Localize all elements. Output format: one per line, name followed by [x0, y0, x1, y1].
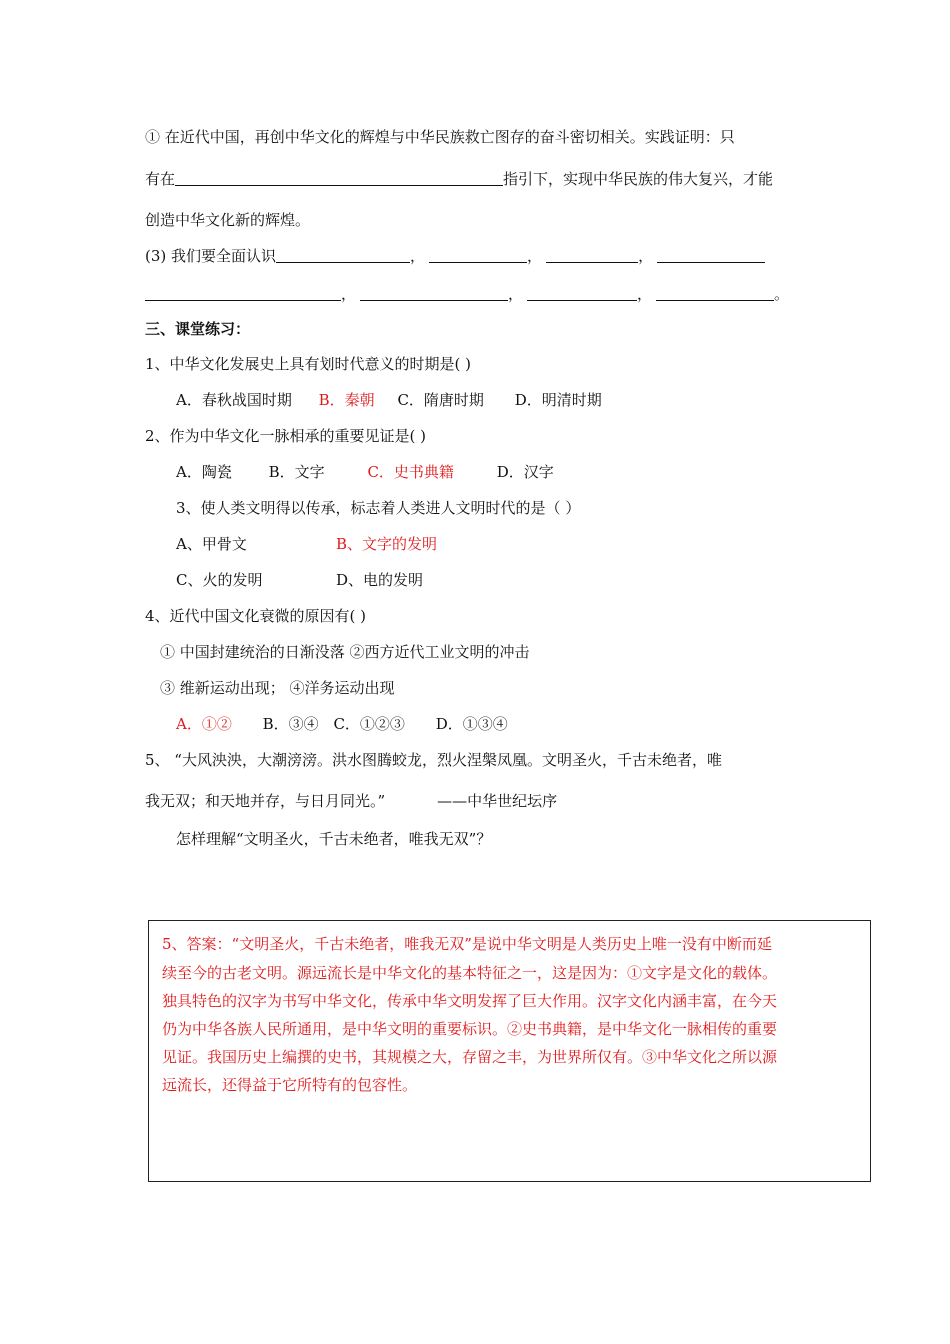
separator: ，	[638, 247, 654, 265]
fill-line-3: 创造中华文化新的辉煌。	[145, 211, 311, 229]
answer-line-6: 远流长，还得益于它所特有的包容性。	[162, 1076, 418, 1094]
q4-option-c[interactable]: C．①②③	[333, 715, 405, 733]
fill-line-2-post: 指引下，实现中华民族的伟大复兴，才能	[503, 170, 774, 188]
q3-stem: 3、使人类文明得以传承，标志着人类进人文明时代的是（ ）	[176, 499, 581, 517]
answer-line-1: 5、答案：“文明圣火，千古未绝者，唯我无双”是说中华文明是人类历史上唯一没有中断而延	[162, 935, 772, 953]
answer-line-4: 仍为中华各族人民所通用，是中华文明的重要标识。②史书典籍，是中华文化一脉相传的重要	[162, 1020, 778, 1038]
q1-option-d[interactable]: D．明清时期	[514, 391, 602, 409]
q4-options	[176, 714, 508, 734]
fill-line-2-pre: 有在	[145, 170, 176, 188]
section-title: 三、课堂练习：	[145, 320, 251, 338]
q4-option-d[interactable]: D．①③④	[435, 715, 508, 733]
blank-field[interactable]	[360, 286, 508, 301]
q5-stem-line-2	[145, 791, 557, 811]
q2-option-c[interactable]: C．史书典籍	[367, 463, 454, 481]
q3-options-row1	[176, 534, 437, 554]
q1-stem: 1、中华文化发展史上具有划时代意义的时期是( )	[145, 355, 472, 373]
fill-line-1: ① 在近代中国，再创中华文化的辉煌与中华民族救亡图存的奋斗密切相关。实践证明：只	[145, 128, 735, 146]
q1-option-a[interactable]: A．春秋战国时期	[176, 391, 292, 409]
blank-field[interactable]	[656, 286, 774, 301]
q5-stem-line-1: 5、 “大风泱泱，大潮滂滂。洪水图腾蛟龙，烈火涅槃凤凰。文明圣火，千古未绝者，唯	[145, 751, 722, 769]
q2-option-d[interactable]: D．汉字	[496, 463, 554, 481]
q5-quote-end: 我无双；和天地并存，与日月同光。”	[145, 792, 386, 810]
q4-stem: 4、近代中国文化衰微的原因有( )	[145, 607, 367, 625]
fill-line-4-pre: (3) 我们要全面认识	[145, 247, 277, 265]
separator: ，	[637, 285, 653, 303]
q1-options	[176, 390, 602, 410]
blank-field[interactable]	[175, 171, 503, 186]
q4-items-2: ③ 维新运动出现； ④洋务运动出现	[160, 679, 395, 697]
separator: ，	[410, 247, 426, 265]
q5-question: 怎样理解“文明圣火，千古未绝者，唯我无双”？	[176, 830, 492, 848]
fill-line-2	[145, 169, 773, 189]
q3-option-a[interactable]: A、甲骨文	[176, 535, 247, 553]
blank-field[interactable]	[429, 248, 527, 263]
q4-option-b[interactable]: B．③④	[262, 715, 319, 733]
blank-field[interactable]	[276, 248, 410, 263]
fill-line-4	[145, 246, 765, 266]
answer-line-3: 独具特色的汉字为书写中华文化，传承中华文明发挥了巨大作用。汉字文化内涵丰富，在今天	[162, 992, 778, 1010]
q3-options-row2	[176, 570, 423, 590]
q1-option-b[interactable]: B．秦朝	[318, 391, 375, 409]
q2-option-a[interactable]: A．陶瓷	[176, 463, 232, 481]
separator: ，	[341, 285, 357, 303]
q4-option-a[interactable]: A．①②	[176, 715, 232, 733]
q3-option-b[interactable]: B、文字的发明	[336, 535, 438, 553]
answer-line-5: 见证。我国历史上编撰的史书，其规模之大，存留之丰，为世界所仅有。③中华文化之所以源	[162, 1048, 778, 1066]
q2-options	[176, 462, 554, 482]
q1-option-c[interactable]: C．隋唐时期	[397, 391, 484, 409]
end-mark: 。	[774, 285, 790, 303]
separator: ，	[508, 285, 524, 303]
blank-field[interactable]	[145, 286, 341, 301]
answer-line-2: 续至今的古老文明。源远流长是中华文化的基本特征之一，这是因为：①文字是文化的载体。	[162, 964, 778, 982]
q2-option-b[interactable]: B．文字	[268, 463, 325, 481]
blank-field[interactable]	[546, 248, 638, 263]
q3-option-c[interactable]: C、火的发明	[176, 571, 263, 589]
blank-field[interactable]	[657, 248, 765, 263]
q5-source: ——中华世纪坛序	[437, 792, 558, 810]
separator: ，	[527, 247, 543, 265]
q3-option-d[interactable]: D、电的发明	[336, 571, 424, 589]
fill-line-5	[145, 284, 789, 304]
q2-stem: 2、作为中华文化一脉相承的重要见证是( )	[145, 427, 427, 445]
blank-field[interactable]	[527, 286, 637, 301]
q4-items-1: ① 中国封建统治的日渐没落 ②西方近代工业文明的冲击	[160, 643, 530, 661]
